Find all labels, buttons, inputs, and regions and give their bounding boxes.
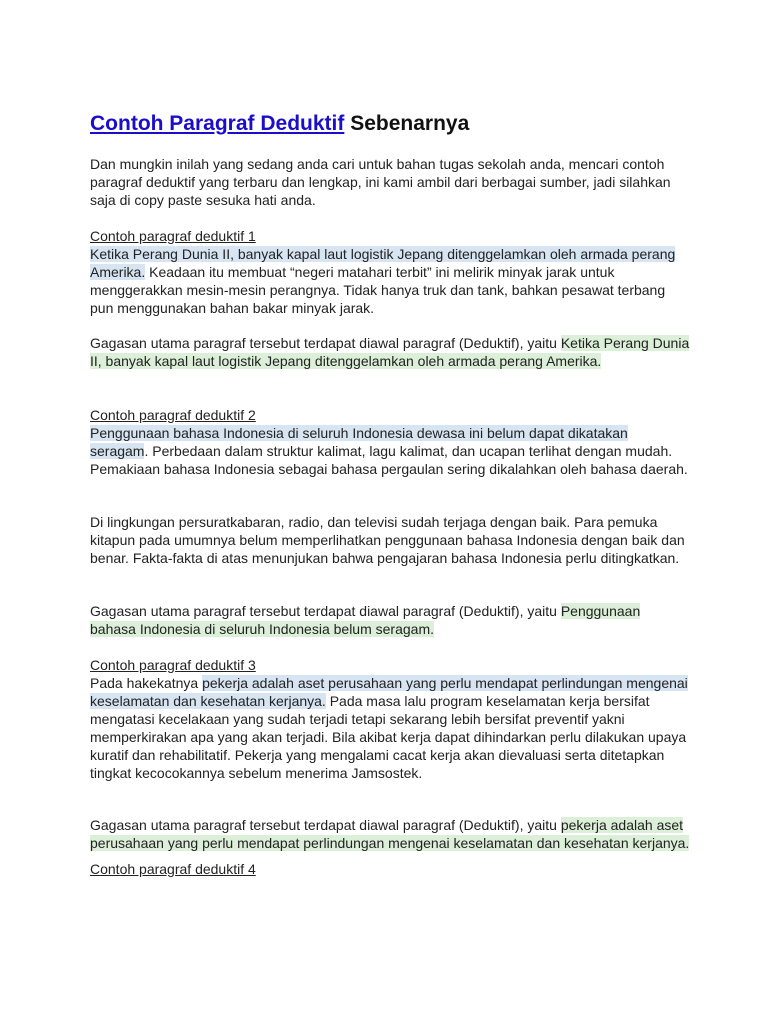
example-3-main-sentence: pekerja adalah aset perusahaan yang perlu mendapat perlindungan mengenai keselamatan dan kesehatan kerjanya. xyxy=(90,675,688,709)
example-2-heading: Contoh paragraf deduktif 2 xyxy=(90,407,256,423)
example-3-lead: Pada hakekatnya xyxy=(90,675,203,691)
example-1-body: Keadaan itu membuat “negeri matahari terbit” ini melirik minyak jarak untuk menggerakkan mesin-mesin perangnya. Tidak hanya truk dan tank, bahkan pesawat terbang pun menggunakan bahan bakar minyak jarak. xyxy=(90,264,666,316)
example-2-idea-sentence: Penggunaan bahasa Indonesia di seluruh Indonesia belum seragam. xyxy=(90,603,641,637)
example-2-idea-prefix: Gagasan utama paragraf tersebut terdapat diawal paragraf (Deduktif), yaitu xyxy=(90,603,561,619)
example-2-paragraph-2: Di lingkungan persuratkabaran, radio, dan televisi sudah terjaga dengan baik. Para pemuka kitapun pada umumnya belum memperlihatkan penggunaan bahasa Indonesia dengan baik dan benar. Fakta-fakta di atas menunjukan bahwa pengajaran bahasa Indonesia perlu ditingkatkan. xyxy=(90,514,685,566)
example-3-idea xyxy=(90,816,690,852)
example-2-idea xyxy=(90,602,690,638)
title-rest: Sebenarnya xyxy=(344,112,470,135)
example-1-main-sentence: Ketika Perang Dunia II, banyak kapal laut logistik Jepang ditenggelamkan oleh armada perang Amerika. xyxy=(90,246,676,280)
example-1-idea-sentence: Ketika Perang Dunia II, banyak kapal laut logistik Jepang ditenggelamkan oleh armada perang Amerika. xyxy=(90,335,690,369)
example-2-body: . Perbedaan dalam struktur kalimat, lagu kalimat, dan ucapan terlihat dengan mudah. Pemakiaan bahasa Indonesia sebagai bahasa pergaulan sering dikalahkan oleh bahasa daerah. xyxy=(90,443,688,477)
example-1-paragraph xyxy=(90,227,690,317)
example-2-main-sentence: Penggunaan bahasa Indonesia di seluruh Indonesia dewasa ini belum dapat dikatakan seragam xyxy=(90,425,628,459)
example-4-paragraph xyxy=(90,860,690,878)
title-link[interactable]: Contoh Paragraf Deduktif xyxy=(90,112,345,135)
example-3-idea-sentence: pekerja adalah aset perusahaan yang perlu mendapat perlindungan mengenai keselamatan dan kesehatan kerjanya. xyxy=(90,817,690,851)
example-2-paragraph xyxy=(90,406,690,478)
page-title xyxy=(90,112,469,136)
example-1-idea-prefix: Gagasan utama paragraf tersebut terdapat diawal paragraf (Deduktif), yaitu xyxy=(90,335,561,351)
intro-paragraph: Dan mungkin inilah yang sedang anda cari untuk bahan tugas sekolah anda, mencari contoh paragraf deduktif yang terbaru dan lengkap, ini kami ambil dari berbagai sumber, jadi silahkan saja di copy paste sesuka hati anda. xyxy=(90,156,671,208)
example-4-heading: Contoh paragraf deduktif 4 xyxy=(90,861,256,877)
example-3-heading: Contoh paragraf deduktif 3 xyxy=(90,657,256,673)
example-1-heading: Contoh paragraf deduktif 1 xyxy=(90,228,256,244)
example-1-idea xyxy=(90,334,690,370)
example-3-idea-prefix: Gagasan utama paragraf tersebut terdapat diawal paragraf (Deduktif), yaitu xyxy=(90,817,561,833)
example-3-paragraph xyxy=(90,656,690,782)
example-3-body: Pada masa lalu program keselamatan kerja bersifat mengatasi kecelakaan yang sudah terjadi tetapi sekarang lebih bersifat preventif yakni memperkirakan apa yang akan terjadi. Bila akibat kerja dapat dihindarkan perlu dilakukan upaya kuratif dan rehabilitatif. Pekerja yang mengalami cacat kerja akan dievaluasi serta ditetapkan tingkat kecocokannya sebelum menerima Jamsostek. xyxy=(90,693,687,781)
